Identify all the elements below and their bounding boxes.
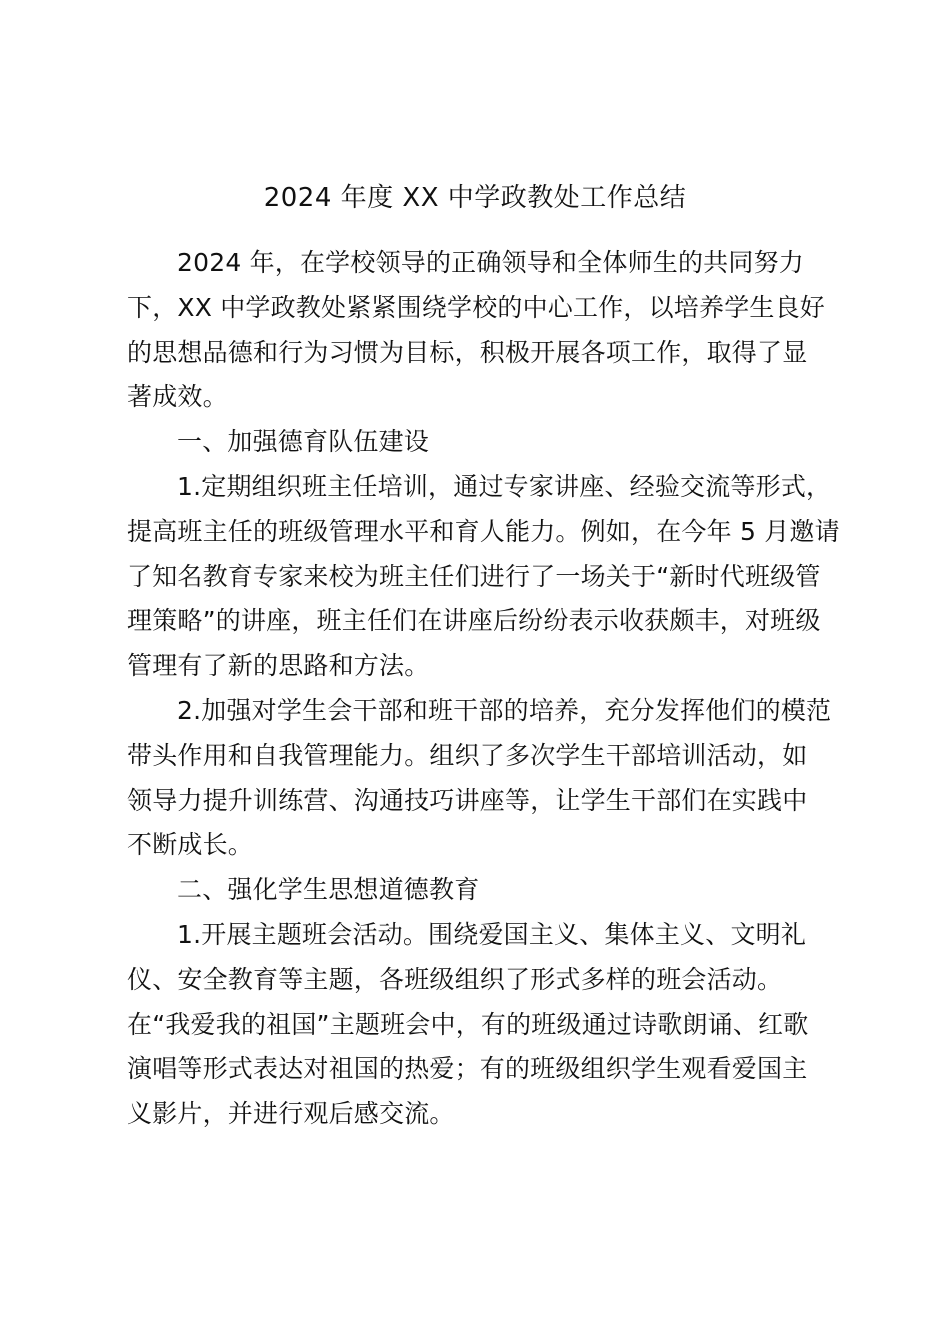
text-line: 管理有了新的思路和方法。 <box>127 651 430 681</box>
text-line: 演唱等形式表达对祖国的热爱；有的班级组织学生观看爱国主 <box>127 1054 808 1084</box>
text-line: 在“我爱我的祖国”主题班会中，有的班级通过诗歌朗诵、红歌 <box>127 1009 809 1039</box>
document-body <box>127 241 840 1137</box>
text-line: 2024 年，在学校领导的正确领导和全体师生的共同努力 <box>177 248 804 277</box>
text-line: 1.定期组织班主任培训，通过专家讲座、经验交流等形式， <box>177 471 832 501</box>
text-line: 理策略”的讲座，班主任们在讲座后纷纷表示收获颇丰，对班级 <box>127 606 821 636</box>
text-line: 二、强化学生思想道德教育 <box>177 875 480 905</box>
text-line: 了知名教育专家来校为班主任们进行了一场关于“新时代班级管 <box>127 561 821 591</box>
text-line: 著成效。 <box>127 382 228 412</box>
text-line: 下，XX 中学政教处紧紧围绕学校的中心工作，以培养学生良好 <box>127 292 826 322</box>
text-line: 2.加强对学生会干部和班干部的培养，充分发挥他们的模范 <box>177 695 832 725</box>
text-line: 不断成长。 <box>127 830 254 860</box>
document-title: 2024 年度 XX 中学政教处工作总结 <box>263 183 687 213</box>
text-line: 义影片，并进行观后感交流。 <box>127 1099 455 1129</box>
text-line: 仪、安全教育等主题，各班级组织了形式多样的班会活动。 <box>127 964 783 994</box>
text-line: 提高班主任的班级管理水平和育人能力。例如，在今年 5 月邀请 <box>127 516 840 546</box>
text-line: 的思想品德和行为习惯为目标，积极开展各项工作，取得了显 <box>127 337 808 367</box>
text-line: 带头作用和自我管理能力。组织了多次学生干部培训活动，如 <box>127 740 808 770</box>
text-line: 1.开展主题班会活动。围绕爱国主义、集体主义、文明礼 <box>177 919 807 949</box>
text-line: 领导力提升训练营、沟通技巧讲座等，让学生干部们在实践中 <box>127 785 808 815</box>
text-line: 一、加强德育队伍建设 <box>177 427 430 457</box>
